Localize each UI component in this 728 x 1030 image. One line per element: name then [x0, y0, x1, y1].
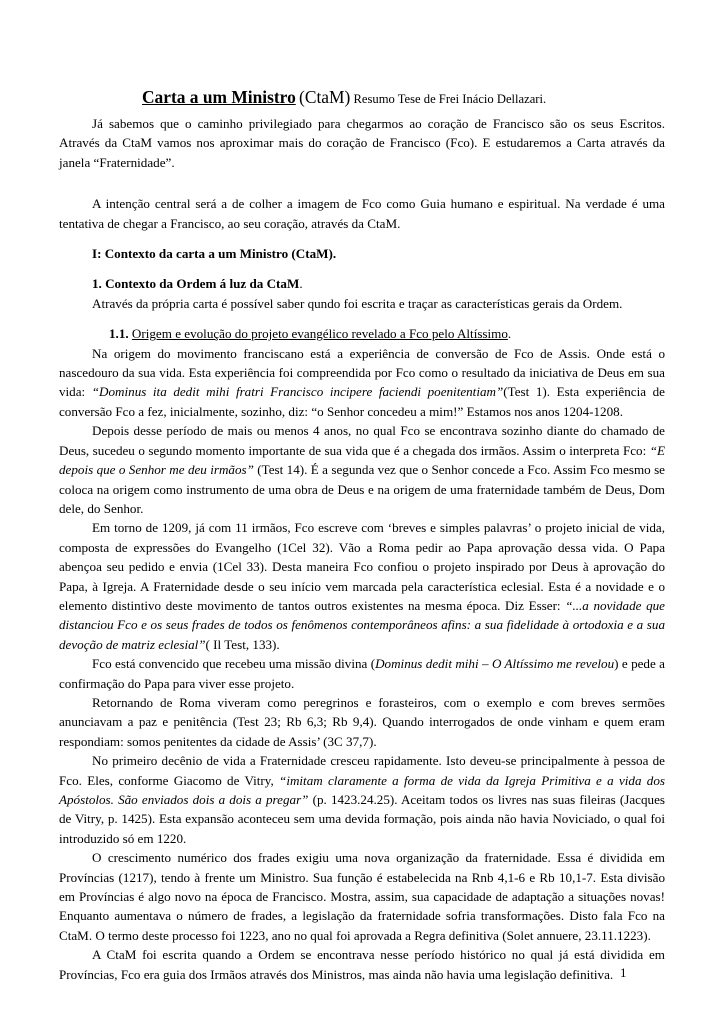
paragraph-1209: [59, 518, 665, 654]
subsection-heading-1-1-number: 1.1.: [109, 326, 129, 342]
paragraph-brothers-b: (Test 14). É a segunda vez que o Senhor concede a Fco. Assim Fco mesmo se coloca na origem como instrumento de uma obra de Deus e na origem de uma fraternidade também de Deus, Dom dele, do Senhor.: [59, 462, 665, 516]
subsection-heading-1: [59, 274, 665, 293]
paragraph-origin-a: Na origem do movimento franciscano está a experiência de conversão de Fco de Assis. Onde está o nascedouro da sua vida. Esta experiência foi compreendida por Fco como o resultado da iniciativa de Deus em sua vida:: [59, 345, 665, 400]
subsection-heading-1-text: 1. Contexto da Ordem á luz da CtaM: [92, 276, 300, 292]
subsection-heading-1-end: .: [299, 276, 303, 292]
document-body: [59, 86, 665, 984]
paragraph-1209-quote: “...a novidade que distanciou Fco e os seus frades de todos os fenômenos contemporâneos afins: a sua fidelidade à ortodoxia e a sua devoção de matriz eclesial”: [59, 597, 665, 652]
paragraph-context: Através da própria carta é possível saber qundo foi escrita e traçar as características gerais da Ordem.: [92, 295, 623, 311]
paragraph-mission: [59, 654, 665, 693]
paragraph-intention: A intenção central será a de colher a imagem de Fco como Guia humano e espiritual. Na verdade é uma tentativa de chegar a Francisco, ao seu coração, através da CtaM.: [59, 196, 665, 231]
paragraph-origin-quote: “Dominus ita dedit mihi fratri Francisco incipere faciendi poenitentiam”: [91, 384, 504, 400]
subsection-heading-1-1-end: .: [507, 326, 512, 342]
section-heading-1-text: I: Contexto da carta a um Ministro (CtaM).: [92, 246, 337, 262]
paragraph-brothers: [59, 421, 665, 518]
paragraph-growth-b: (p. 1423.24.25). Aceitam todos os livres nas suas fileiras (Jacques de Vitry, p. 1425). Esta expansão aconteceu sem uma devida formação, pois ainda não havia Noviciado, o qual foi introduzido só em 1220.: [59, 792, 665, 846]
paragraph-mission-b: ) e pede a confirmação do Papa para viver esse projeto.: [59, 656, 665, 691]
paragraph-1209-b: ( Il Test, 133).: [205, 636, 280, 652]
paragraph-growth: [59, 751, 665, 848]
paragraph-provinces: O crescimento numérico dos frades exigiu uma nova organização da fraternidade. Essa é dividida em Províncias (1217), tendo à frente um Ministro. Sua função é estabelecida na Rnb 4,1-6 e Rb 10,1-7. Esta divisão em Províncias é algo novo na época de Francisco. Mostra, assim, sua capacidade de adaptação a situações novas! Enquanto aumentava o número de frades, a legislação da fraternidade sofria transformações. Disto fala Fco na CtaM. O termo deste processo foi 1223, ano no qual foi aprovada a Regra definitiva (Solet annuere, 23.11.1223).: [59, 850, 665, 943]
title-main: Carta a um Ministro: [142, 87, 296, 107]
page-number: 1: [620, 965, 627, 980]
title-subtitle: Resumo Tese de Frei Inácio Dellazari.: [353, 92, 547, 106]
paragraph-growth-a: No primeiro decênio de vida a Fraternidade cresceu rapidamente. Isto deveu-se principalmente à pessoa de Fco. Eles, conforme Giacomo de Vitry,: [59, 753, 665, 788]
subsection-heading-1-1: [59, 324, 665, 343]
paragraph-brothers-quote: “E depois que o Senhor me deu irmãos”: [59, 442, 665, 478]
paragraph-growth-quote: “imitam claramente a forma de vida da Igreja Primitiva e a vida dos Apóstolos. São enviados dois a dois a pregar”: [59, 772, 665, 807]
paragraph-intro: Já sabemos que o caminho privilegiado para chegarmos ao coração de Francisco são os seus Escritos. Através da CtaM vamos nos aproximar mais do coração de Francisco (Fco). E estudaremos a Carta através da janela “Fraternidade”.: [59, 116, 665, 170]
paragraph-ctam-written: A CtaM foi escrita quando a Ordem se encontrava nesse período histórico no qual já está dividida em Províncias, Fco era guia dos Irmãos através dos Ministros, mas ainda não havia uma legislação definitiva.: [59, 947, 665, 982]
document-title: [142, 86, 665, 110]
paragraph-rome: Retornando de Roma viveram como peregrinos e forasteiros, com o exemplo e com breves sermões anunciavam a paz e penitência (Test 23; Rb 6,3; Rb 9,4). Quando interrogados de onde vinham e quem eram respondiam: somos penitentes da cidade de Assis’ (3C 37,7).: [59, 694, 665, 749]
section-heading-1: [59, 244, 665, 263]
paragraph-origin: [59, 344, 665, 422]
paragraph-1209-a: Em torno de 1209, já com 11 irmãos, Fco escreve com ‘breves e simples palavras’ o projeto inicial de vida, composta de expressões do Evangelho (1Cel 32). Vão a Roma pedir ao Papa aprovação dessa vida. O Papa abençoa seu pedido e envia (1Cel 33). Desta maneira Fco confiou o projeto inspirado por Deus à aprovação do Papa, à Igreja. A Fraternidade desde o seu início vem marcada pela característica eclesial. Esta é a novidade e o elemento distintivo deste movimento de tantos outros existentes na mesma época. Diz Esser:: [59, 520, 665, 613]
paragraph-mission-a: Fco está convencido que recebeu uma missão divina (: [92, 656, 376, 672]
paragraph-origin-b: (Test 1). Esta experiência de conversão Fco a fez, inicialmente, sozinho, diz: “o Senhor concedeu a mim!” Estamos nos anos 1204-1208.: [59, 384, 665, 419]
paragraph-brothers-a: Depois desse período de mais ou menos 4 anos, no qual Fco se encontrava sozinho diante do chamado de Deus, sucedeu o segundo momento importante de sua vida que é a chegada dos irmãos. Assim o interpreta Fco:: [59, 423, 665, 458]
subsection-heading-1-1-text: Origem e evolução do projeto evangélico revelado a Fco pelo Altíssimo: [131, 326, 508, 342]
title-abbreviation: (CtaM): [299, 87, 351, 107]
paragraph-mission-quote: Dominus dedit mihi – O Altíssimo me revelou: [375, 656, 615, 672]
